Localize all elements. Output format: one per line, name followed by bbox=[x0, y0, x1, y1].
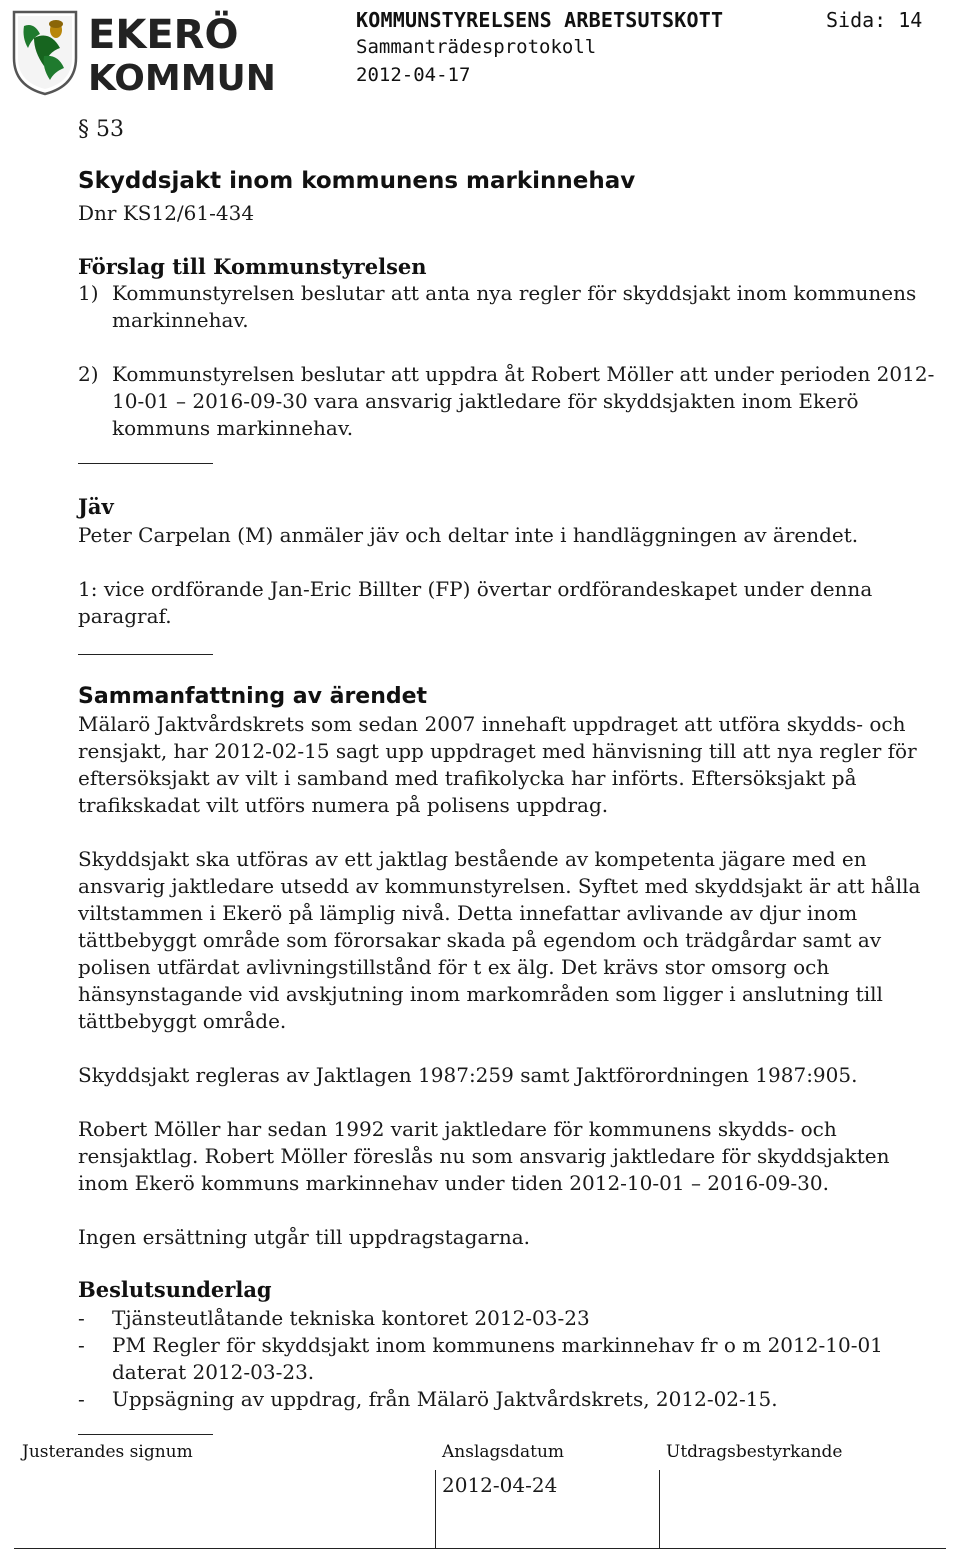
summary-line: tättbebyggt område. bbox=[78, 1009, 287, 1033]
proposal-item-line: Kommunstyrelsen beslutar att anta nya regler för skyddsjakt inom kommunens bbox=[112, 281, 917, 305]
decision-basis-heading: Beslutsunderlag bbox=[78, 1277, 272, 1302]
posted-date: 2012-04-24 bbox=[442, 1473, 558, 1497]
section-number-value: 53 bbox=[96, 117, 124, 142]
proposal-item-line: 10-01 – 2016-09-30 vara ansvarig jaktledare för skyddsjakten inom Ekerö bbox=[112, 389, 859, 413]
chair-transfer-line: paragraf. bbox=[78, 604, 172, 628]
org-wordmark bbox=[86, 8, 276, 99]
summary-line: Robert Möller har sedan 1992 varit jaktledare för kommunens skydds- och bbox=[78, 1117, 837, 1141]
org-name-line1: EKERÖ bbox=[88, 12, 239, 58]
summary-line: Ingen ersättning utgår till uppdragstagarna. bbox=[78, 1225, 531, 1249]
disqualification-text: Peter Carpelan (M) anmäler jäv och deltar inte i handläggningen av ärendet. bbox=[78, 523, 859, 547]
summary-line: ansvarig jaktledare utsedd av kommunstyrelsen. Syftet med skyddsjakt är att hålla bbox=[78, 874, 921, 898]
basis-item: PM Regler för skyddsjakt inom kommunens markinnehav fr o m 2012-10-01 bbox=[112, 1333, 883, 1357]
summary-line: Mälarö Jaktvårdskrets som sedan 2007 innehaft uppdraget att utföra skydds- och bbox=[78, 712, 906, 736]
summary-line: Skyddsjakt regleras av Jaktlagen 1987:259 samt Jaktförordningen 1987:905. bbox=[78, 1063, 858, 1087]
summary-line: inom Ekerö kommuns markinnehav under tiden 2012-10-01 – 2016-09-30. bbox=[78, 1171, 829, 1195]
document-type: Sammanträdesprotokoll bbox=[356, 36, 597, 58]
certification-label: Utdragsbestyrkande bbox=[666, 1442, 843, 1462]
section-title: Skyddsjakt inom kommunens markinnehav bbox=[78, 168, 636, 194]
municipality-logo bbox=[10, 8, 276, 99]
summary-line: trafikskadat vilt utförs numera på polisens uppdrag. bbox=[78, 793, 609, 817]
summary-line: viltstammen i Ekerö på lämplig nivå. Detta innefattar avlivande av djur inom bbox=[78, 901, 858, 925]
proposal-item-line: markinnehav. bbox=[112, 308, 249, 332]
summary-line: polisen utfärdat avlivningstillstånd för t ex älg. Det krävs stor omsorg och bbox=[78, 955, 830, 979]
committee-title: KOMMUNSTYRELSENS ARBETSUTSKOTT bbox=[356, 8, 724, 32]
summary-line: hänsynstagande vid avskjutning inom markområden som ligger i anslutning till bbox=[78, 982, 883, 1006]
summary-line: eftersöksjakt av vilt i samband med trafikolycka har införts. Eftersöksjakt på bbox=[78, 766, 857, 790]
summary-line: Skyddsjakt ska utföras av ett jaktlag bestående av kompetenta jägare med en bbox=[78, 847, 867, 871]
proposal-heading: Förslag till Kommunstyrelsen bbox=[78, 254, 427, 279]
section-divider bbox=[78, 654, 213, 655]
meeting-date: 2012-04-17 bbox=[356, 64, 471, 86]
basis-item: Uppsägning av uppdrag, från Mälarö Jaktvårdskrets, 2012-02-15. bbox=[112, 1387, 778, 1411]
proposal-item-line: kommuns markinnehav. bbox=[112, 416, 354, 440]
page-number: Sida: 14 bbox=[826, 8, 923, 32]
chair-transfer-line: 1: vice ordförande Jan-Eric Billter (FP) övertar ordförandeskapet under denna bbox=[78, 577, 873, 601]
proposal-item-number: 2) bbox=[78, 362, 99, 386]
signum-label: Justerandes signum bbox=[22, 1442, 193, 1462]
footer-bottom-line bbox=[14, 1548, 946, 1549]
org-name-line2: KOMMUN bbox=[88, 58, 276, 99]
footer-column-divider bbox=[435, 1470, 436, 1548]
basis-bullet: - bbox=[78, 1333, 85, 1357]
proposal-item-number: 1) bbox=[78, 281, 99, 305]
summary-heading: Sammanfattning av ärendet bbox=[78, 684, 428, 709]
posted-date-label: Anslagsdatum bbox=[442, 1442, 565, 1462]
footer-divider bbox=[78, 1434, 213, 1435]
summary-line: rensjakt, har 2012-02-15 sagt upp uppdraget med hänvisning till att nya regler för bbox=[78, 739, 917, 763]
basis-bullet: - bbox=[78, 1306, 85, 1330]
basis-item: daterat 2012-03-23. bbox=[112, 1360, 315, 1384]
section-divider bbox=[78, 463, 213, 464]
summary-line: tättbebyggt område som förorsakar skada på egendom och trädgårdar samt av bbox=[78, 928, 882, 952]
summary-line: rensjaktlag. Robert Möller föreslås nu som ansvarig jaktledare för skyddsjakten bbox=[78, 1144, 890, 1168]
disqualification-heading: Jäv bbox=[78, 494, 114, 519]
proposal-item-line: Kommunstyrelsen beslutar att uppdra åt Robert Möller att under perioden 2012- bbox=[112, 362, 935, 386]
section-symbol: § bbox=[78, 117, 89, 142]
section-number bbox=[78, 116, 124, 143]
basis-bullet: - bbox=[78, 1387, 85, 1411]
basis-item: Tjänsteutlåtande tekniska kontoret 2012-03-23 bbox=[112, 1306, 590, 1330]
diary-number: Dnr KS12/61-434 bbox=[78, 201, 255, 225]
footer-column-divider bbox=[659, 1470, 660, 1548]
